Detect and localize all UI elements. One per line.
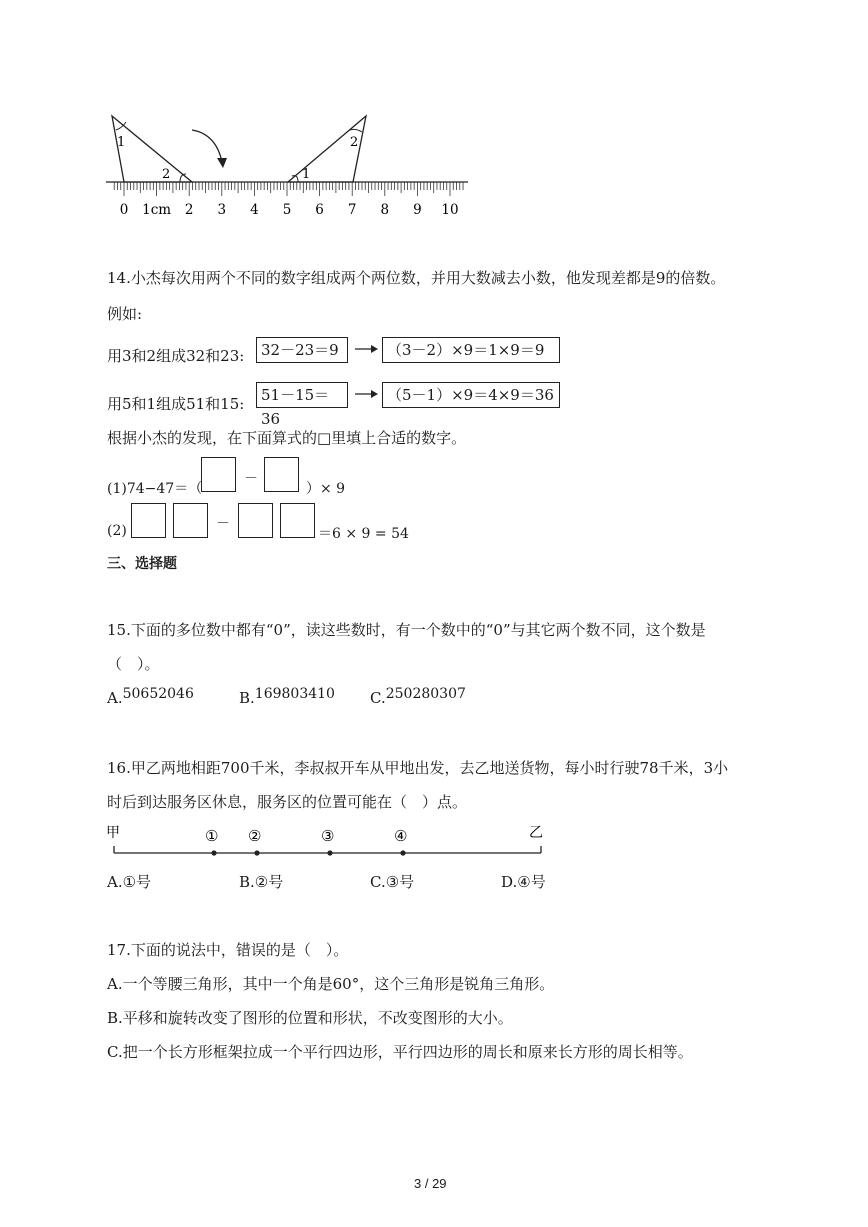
q16-option-a[interactable]: A.①号 xyxy=(107,873,152,891)
arrow-head-icon xyxy=(217,158,227,168)
ruler-label: 2 xyxy=(184,202,194,218)
ruler-label: 3 xyxy=(217,202,227,218)
q17-option-b[interactable]: B.平移和旋转改变了图形的位置和形状，不改变图形的大小。 xyxy=(107,1009,513,1027)
point-label-2: ② xyxy=(248,827,262,845)
q14-part1-minus: － xyxy=(244,471,258,487)
answer-box-2[interactable] xyxy=(264,457,299,492)
q14-example1-right-box: （3－2）×9＝1×9＝9 xyxy=(382,337,560,363)
page-number: 3 / 29 xyxy=(414,1176,447,1191)
q14-part2-minus: － xyxy=(216,516,230,532)
option-value: 50652046 xyxy=(122,686,194,702)
answer-box-6[interactable] xyxy=(280,503,315,538)
ruler-label: 5 xyxy=(282,202,292,218)
answer-box-5[interactable] xyxy=(238,503,273,538)
ruler-ticks xyxy=(114,182,463,196)
arrow-right-icon xyxy=(355,343,379,355)
ruler-label: 10 xyxy=(441,202,459,218)
arrow-right-icon xyxy=(355,388,379,400)
ruler-label: 4 xyxy=(250,202,259,218)
q16-line2: 时后到达服务区休息，服务区的位置可能在（ ）点。 xyxy=(107,793,468,811)
left-angle-2-label: 2 xyxy=(162,167,171,182)
q17-line1: 17.下面的说法中，错误的是（ ）。 xyxy=(107,941,349,959)
ruler-label: 7 xyxy=(347,202,357,218)
q17-option-a[interactable]: A.一个等腰三角形，其中一个角是60°，这个三角形是锐角三角形。 xyxy=(107,975,555,993)
option-value: 169803410 xyxy=(254,686,335,702)
point-label-1: ① xyxy=(205,827,219,845)
q14-part1-prefix: (1)74−47＝（ xyxy=(107,481,203,497)
option-label: A. xyxy=(107,689,123,707)
point-dot-2 xyxy=(254,850,259,855)
q15-line1: 15.下面的多位数中都有“0”，读这些数时，有一个数中的“0”与其它两个数不同，这个数是 xyxy=(107,621,706,639)
point-label-3: ③ xyxy=(321,827,335,845)
ruler-label: 8 xyxy=(380,202,390,218)
point-label-4: ④ xyxy=(394,827,408,845)
q16-option-d[interactable]: D.④号 xyxy=(501,873,546,891)
q14-line1: 14.小杰每次用两个不同的数字组成两个两位数，并用大数减去小数，他发现差都是9的倍数。 xyxy=(107,269,726,287)
q14-line2: 例如: xyxy=(107,305,143,323)
option-label: C. xyxy=(370,689,386,707)
end-label: 乙 xyxy=(529,825,543,841)
start-label: 甲 xyxy=(106,825,120,841)
q14-part2-prefix: (2) xyxy=(107,523,127,539)
left-angle-arc-2 xyxy=(180,174,186,182)
right-angle-2-label: 2 xyxy=(350,135,359,150)
right-angle-arc-2 xyxy=(350,129,362,132)
q14-example2-label: 用5和1组成51和15: xyxy=(107,395,245,413)
left-angle-1-label: 1 xyxy=(117,135,126,150)
point-dot-1 xyxy=(211,850,216,855)
q14-example1-label: 用3和2组成32和23: xyxy=(107,347,245,365)
answer-box-3[interactable] xyxy=(131,503,166,538)
point-dot-4 xyxy=(400,850,405,855)
q16-option-b[interactable]: B.②号 xyxy=(239,873,284,891)
q15-option-a[interactable] xyxy=(107,688,194,709)
ruler-triangle-figure xyxy=(100,108,480,223)
q14-example1-left-box: 32－23＝9 xyxy=(256,337,348,363)
point-dot-3 xyxy=(327,850,332,855)
q14-instruction: 根据小杰的发现，在下面算式的□里填上合适的数字。 xyxy=(107,429,467,447)
answer-box-1[interactable] xyxy=(201,457,236,492)
q16-line1: 16.甲乙两地相距700千米，李叔叔开车从甲地出发，去乙地送货物，每小时行驶78千米，3小 xyxy=(107,759,729,777)
q14-example2-left-box: 51－15＝36 xyxy=(256,382,348,408)
option-label: B. xyxy=(239,689,255,707)
ruler-label: 9 xyxy=(413,202,422,218)
q15-line2: （ ）。 xyxy=(107,655,160,673)
q14-part2-suffix: ＝6 × 9 = 54 xyxy=(318,526,409,542)
q16-option-c[interactable]: C.③号 xyxy=(370,873,415,891)
q14-example2-right-box: （5－1）×9＝4×9＝36 xyxy=(382,382,560,408)
ruler-label: 1cm xyxy=(142,202,172,218)
rotation-arrow-icon xyxy=(192,130,222,162)
distance-line-figure xyxy=(104,822,564,862)
q14-part1-suffix: ）× 9 xyxy=(306,481,346,497)
answer-box-4[interactable] xyxy=(173,503,208,538)
option-value: 250280307 xyxy=(385,686,466,702)
section-title: 三、选择题 xyxy=(107,556,177,572)
q15-option-c[interactable] xyxy=(370,688,466,709)
ruler-label: 6 xyxy=(315,202,324,218)
ruler-label: 0 xyxy=(119,202,129,218)
q17-option-c[interactable]: C.把一个长方形框架拉成一个平行四边形，平行四边形的周长和原来长方形的周长相等。 xyxy=(107,1043,693,1061)
right-angle-1-label: 1 xyxy=(302,167,311,182)
ruler-labels xyxy=(120,202,459,218)
q15-option-b[interactable] xyxy=(239,688,335,709)
